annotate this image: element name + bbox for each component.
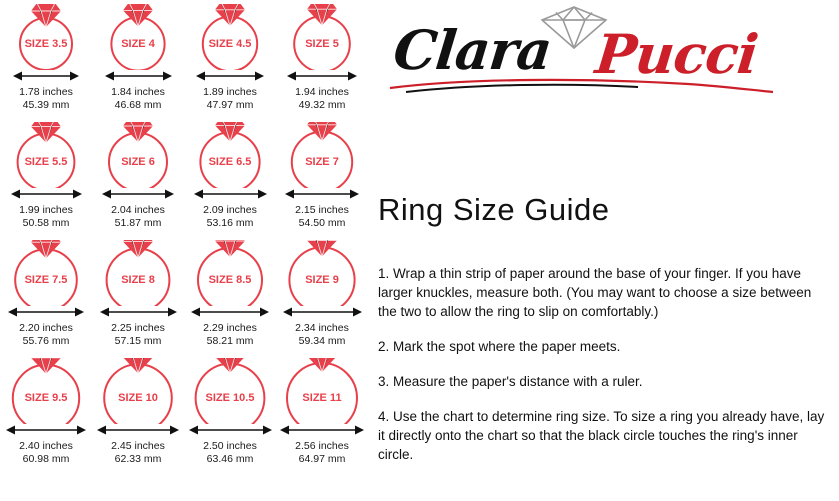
logo-underline-swoosh xyxy=(388,76,778,94)
measurement-inches: 2.09 inches xyxy=(203,204,257,216)
ring-size-label: SIZE 10 xyxy=(118,392,158,404)
measurement-text xyxy=(276,204,368,229)
diameter-arrow xyxy=(0,70,92,84)
ring-size-cell xyxy=(276,240,368,358)
ring-illustration xyxy=(276,122,368,188)
ring-illustration xyxy=(0,122,92,188)
ring-illustration xyxy=(0,240,92,306)
ring-illustration xyxy=(92,240,184,306)
measurement-inches: 2.15 inches xyxy=(295,204,349,216)
measurement-mm: 53.16 mm xyxy=(206,216,254,229)
brand-name-first: Clara xyxy=(390,18,555,82)
measurement-inches: 2.50 inches xyxy=(203,440,257,452)
ring-illustration xyxy=(184,358,276,424)
ring-size-label: SIZE 6.5 xyxy=(208,156,252,168)
ring-illustration xyxy=(276,240,368,306)
ring-illustration xyxy=(0,4,92,70)
ring-size-cell xyxy=(0,358,92,476)
ring-illustration xyxy=(184,4,276,70)
measurement-mm: 57.15 mm xyxy=(114,334,162,347)
measurement-text xyxy=(0,440,92,465)
right-panel xyxy=(368,0,839,501)
ring-size-label: SIZE 4 xyxy=(121,38,155,50)
measurement-inches: 2.29 inches xyxy=(203,322,257,334)
diameter-arrow xyxy=(92,188,184,202)
measurement-mm: 58.21 mm xyxy=(206,334,254,347)
ring-size-cell xyxy=(0,122,92,240)
diameter-arrow xyxy=(0,424,92,438)
ring-size-label: SIZE 8 xyxy=(121,274,155,286)
diameter-arrow xyxy=(0,306,92,320)
ring-illustration xyxy=(276,4,368,70)
ring-size-label: SIZE 6 xyxy=(121,156,155,168)
ring-size-label: SIZE 9.5 xyxy=(24,392,68,404)
ring-illustration xyxy=(92,358,184,424)
ring-illustration xyxy=(184,240,276,306)
ring-illustration xyxy=(0,358,92,424)
diameter-arrow xyxy=(276,306,368,320)
measurement-inches: 1.94 inches xyxy=(295,86,349,98)
ring-size-cell xyxy=(0,4,92,122)
instruction-step: 2. Mark the spot where the paper meets. xyxy=(378,338,621,354)
measurement-mm: 54.50 mm xyxy=(298,216,346,229)
measurement-mm: 46.68 mm xyxy=(114,98,162,111)
instruction-step: 1. Wrap a thin strip of paper around the base of your finger. If you have larger knuckles, measure both. (You may want to choose a size between the two to allow the ring to slip on comfortably.) xyxy=(378,265,812,319)
ring-size-label: SIZE 11 xyxy=(302,392,342,404)
ring-illustration xyxy=(276,358,368,424)
measurement-text xyxy=(276,322,368,347)
measurement-mm: 62.33 mm xyxy=(114,452,162,465)
measurement-mm: 59.34 mm xyxy=(298,334,346,347)
measurement-text xyxy=(0,204,92,229)
measurement-text xyxy=(0,322,92,347)
measurement-inches: 1.99 inches xyxy=(19,204,73,216)
measurement-inches: 1.84 inches xyxy=(111,86,165,98)
ring-size-label: SIZE 7.5 xyxy=(24,274,68,286)
measurement-text xyxy=(276,440,368,465)
diameter-arrow xyxy=(92,70,184,84)
ring-size-cell xyxy=(184,240,276,358)
measurement-text xyxy=(184,204,276,229)
ring-size-cell xyxy=(184,122,276,240)
measurement-mm: 47.97 mm xyxy=(206,98,254,111)
ring-size-label: SIZE 5.5 xyxy=(24,156,68,168)
diameter-arrow xyxy=(184,70,276,84)
measurement-inches: 2.04 inches xyxy=(111,204,165,216)
measurement-text xyxy=(92,204,184,229)
ring-size-label: SIZE 10.5 xyxy=(205,392,255,404)
brand-name-last: Pucci xyxy=(592,22,761,86)
instruction-step: 3. Measure the paper's distance with a ruler. xyxy=(378,373,643,389)
measurement-text xyxy=(92,322,184,347)
measurement-mm: 50.58 mm xyxy=(22,216,70,229)
ring-size-cell xyxy=(184,358,276,476)
measurement-mm: 60.98 mm xyxy=(22,452,70,465)
diameter-arrow xyxy=(184,306,276,320)
ring-size-cell xyxy=(276,358,368,476)
ring-size-cell xyxy=(92,4,184,122)
ring-size-cell xyxy=(0,240,92,358)
diameter-arrow xyxy=(0,188,92,202)
measurement-text xyxy=(276,86,368,111)
diameter-arrow xyxy=(92,424,184,438)
diameter-arrow xyxy=(276,70,368,84)
instruction-step: 4. Use the chart to determine ring size. To size a ring you already have, lay it directly onto the chart so that the black circle touches the ring's inner circle. xyxy=(378,408,825,462)
measurement-mm: 49.32 mm xyxy=(298,98,346,111)
ring-size-chart-grid xyxy=(0,0,368,501)
measurement-mm: 55.76 mm xyxy=(22,334,70,347)
ring-size-cell xyxy=(276,122,368,240)
measurement-text xyxy=(92,440,184,465)
ring-size-label: SIZE 9 xyxy=(305,274,339,286)
ring-size-cell xyxy=(92,240,184,358)
ring-size-cell xyxy=(184,4,276,122)
diameter-arrow xyxy=(92,306,184,320)
diameter-arrow xyxy=(276,188,368,202)
diameter-arrow xyxy=(184,424,276,438)
measurement-inches: 2.20 inches xyxy=(19,322,73,334)
ring-size-label: SIZE 3.5 xyxy=(24,38,68,50)
measurement-inches: 2.25 inches xyxy=(111,322,165,334)
measurement-text xyxy=(0,86,92,111)
measurement-inches: 2.56 inches xyxy=(295,440,349,452)
ring-illustration xyxy=(184,122,276,188)
ring-size-cell xyxy=(92,122,184,240)
measurement-mm: 64.97 mm xyxy=(298,452,346,465)
measurement-text xyxy=(184,440,276,465)
measurement-inches: 2.34 inches xyxy=(295,322,349,334)
measurement-inches: 1.78 inches xyxy=(19,86,73,98)
ring-size-label: SIZE 7 xyxy=(305,156,339,168)
ring-size-cell xyxy=(92,358,184,476)
diameter-arrow xyxy=(276,424,368,438)
measurement-inches: 2.40 inches xyxy=(19,440,73,452)
measurement-text xyxy=(184,86,276,111)
measurement-inches: 2.45 inches xyxy=(111,440,165,452)
measurement-text xyxy=(184,322,276,347)
diameter-arrow xyxy=(184,188,276,202)
measurement-mm: 51.87 mm xyxy=(114,216,162,229)
instruction-steps xyxy=(378,250,826,480)
ring-illustration xyxy=(92,122,184,188)
measurement-mm: 63.46 mm xyxy=(206,452,254,465)
ring-size-cell xyxy=(276,4,368,122)
measurement-text xyxy=(92,86,184,111)
ring-size-label: SIZE 8.5 xyxy=(208,274,252,286)
measurement-mm: 45.39 mm xyxy=(22,98,70,111)
ring-size-label: SIZE 5 xyxy=(305,38,339,50)
measurement-inches: 1.89 inches xyxy=(203,86,257,98)
ring-size-label: SIZE 4.5 xyxy=(208,38,252,50)
brand-logo xyxy=(378,2,778,102)
ring-illustration xyxy=(92,4,184,70)
page-title: Ring Size Guide xyxy=(378,192,610,227)
